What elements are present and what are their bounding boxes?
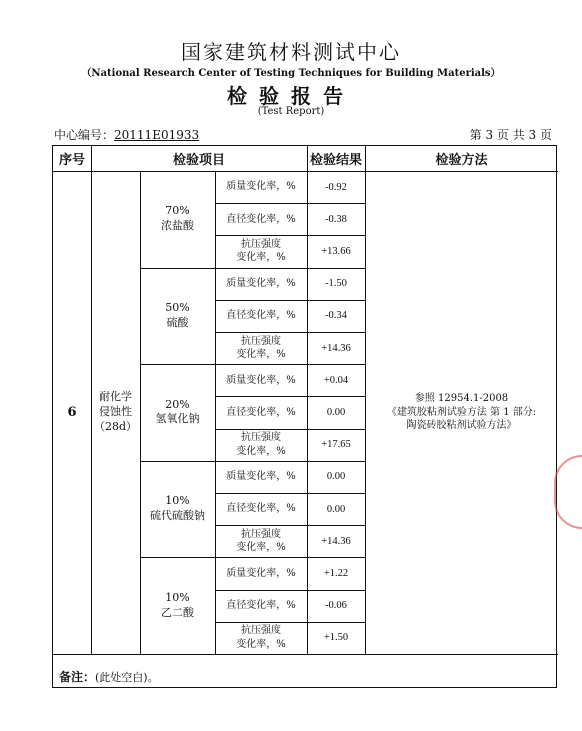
test-item-line: 抗压强度 [240,625,281,637]
test-result-value-line: +0.04 [323,374,349,386]
test-item-line: 抗压强度 [240,432,281,444]
report-title-en: (Test Report) [257,106,325,117]
test-item-line: 变化率，% [236,542,286,554]
reagent-name-line: 70% [165,204,190,218]
test-result-value-line: 0.00 [326,471,346,483]
test-result-value-line: -1.50 [325,278,347,290]
test-item [215,203,307,235]
table-rule [215,525,365,526]
test-item-line: 变化率，% [236,349,286,361]
test-result-value-line: 0.00 [326,406,346,418]
test-result-value [307,396,365,428]
table-rule [215,300,365,301]
remarks-label: 备注： [59,670,96,684]
reagent-name-line: 硫代硫酸钠 [150,509,205,523]
center-number [54,126,199,143]
header-seq [53,146,91,171]
test-item [215,622,307,654]
reagent-name-line: 50% [165,301,190,315]
header-test-item [91,146,307,171]
test-category-line: （28d） [93,419,138,433]
table-rule [215,429,365,430]
test-item [215,461,307,493]
test-result-value [307,622,365,654]
table-rule [140,461,365,462]
reagent-name [140,461,215,558]
test-item-line: 直径变化率，% [226,213,296,225]
test-item [215,557,307,589]
test-item [215,429,307,461]
page-info: 第 3 页 共 3 页 [469,128,552,142]
remarks [59,668,159,685]
table-rule [140,268,365,269]
test-method [365,171,558,654]
test-item [215,525,307,557]
test-item [215,396,307,428]
test-item-line: 直径变化率，% [226,310,296,322]
reagent-name [140,557,215,654]
table-rule [307,146,308,654]
seq-number [53,171,91,654]
table-rule [53,171,558,172]
test-result-value [307,525,365,557]
test-result-value [307,493,365,525]
test-result-value [307,300,365,332]
test-result-value-line: -0.92 [325,181,347,193]
table-rule [53,654,558,655]
test-item-line: 抗压强度 [240,335,281,347]
reagent-name-line: 20% [165,397,190,411]
table-rule [140,171,141,654]
test-item [215,332,307,364]
reagent-name [140,171,215,268]
header-test-result [307,146,365,171]
header-seq-line: 序号 [58,153,85,168]
table-rule [140,557,365,558]
test-item-line: 质量变化率，% [226,374,296,386]
test-item [215,493,307,525]
test-result-value [307,429,365,461]
reagent-name [140,364,215,461]
table-rule [215,171,216,654]
organization-title-cn: 国家建筑材料测试中心 [181,40,401,64]
test-result-value-line: +17.65 [321,439,351,451]
reagent-name-line: 10% [165,494,190,508]
table-rule [215,622,365,623]
test-item-line: 变化率，% [236,252,286,264]
test-item [215,364,307,396]
center-number-label: 中心编号： [54,128,115,142]
organization-title-en: （National Research Center of Testing Techniques for Building Materials） [81,68,501,79]
table-rule [215,332,365,333]
test-result-value-line: +1.22 [323,567,349,579]
test-results-table [52,145,557,688]
test-item-line: 直径变化率，% [226,406,296,418]
test-item [215,590,307,622]
test-result-value [307,171,365,203]
header-test-method [365,146,558,171]
test-category-line: 侵蚀性 [98,405,132,419]
header-test-item-line: 检验项目 [172,153,225,168]
test-result-value-line: +13.66 [321,245,351,257]
test-item [215,235,307,267]
test-item-line: 质量变化率，% [226,471,296,483]
test-result-value-line: -0.38 [325,213,347,225]
test-item-line: 质量变化率，% [226,567,296,579]
reagent-name-line: 乙二酸 [161,605,194,619]
test-item-line: 直径变化率，% [226,503,296,515]
test-result-value [307,332,365,364]
test-category [91,171,140,654]
test-result-value-line: -0.06 [325,600,347,612]
report-title-cn: 检验报告 [227,84,355,108]
test-result-value [307,364,365,396]
table-rule [215,235,365,236]
test-result-value [307,590,365,622]
header-test-result-line: 检验结果 [309,153,362,168]
reagent-name-line: 硫酸 [166,315,189,329]
seq-number-line: 6 [67,405,77,420]
reagent-name [140,268,215,365]
test-method-line: 参照 12954.1-2008 [414,393,509,405]
center-number-value: 20111E01933 [114,128,200,142]
test-result-value [307,557,365,589]
reagent-name-line: 10% [165,590,190,604]
test-method-line: 陶瓷砖胶粘剂试验方法》 [406,420,517,432]
test-item [215,300,307,332]
table-rule [215,493,365,494]
reagent-name-line: 氢氧化钠 [155,412,200,426]
test-category-line: 耐化学 [98,390,132,404]
table-rule [91,146,92,654]
test-result-value [307,461,365,493]
test-result-value-line: 0.00 [326,503,346,515]
test-item-line: 质量变化率，% [226,277,296,289]
test-result-value-line: +14.36 [321,342,351,354]
test-result-value [307,203,365,235]
table-rule [215,396,365,397]
test-result-value [307,268,365,300]
table-rule [215,590,365,591]
table-rule [140,364,365,365]
test-item-line: 直径变化率，% [226,599,296,611]
test-item [215,171,307,203]
test-item-line: 抗压强度 [240,528,281,540]
reagent-name-line: 浓盐酸 [161,219,194,233]
test-method-line: 《建筑胶粘剂试验方法 第 1 部分: [386,406,537,418]
red-seal-stamp [554,455,582,529]
table-rule [215,203,365,204]
table-rule [365,146,366,654]
test-item-line: 变化率，% [236,638,286,650]
header-test-method-line: 检验方法 [435,153,488,168]
test-item-line: 质量变化率，% [226,181,296,193]
test-item-line: 抗压强度 [240,238,281,250]
remarks-text: (此处空白)。 [95,671,159,684]
test-result-value-line: +1.50 [323,632,349,644]
test-result-value-line: -0.34 [325,310,347,322]
test-result-value [307,235,365,267]
test-item [215,268,307,300]
test-result-value-line: +14.36 [321,535,351,547]
test-item-line: 变化率，% [236,445,286,457]
